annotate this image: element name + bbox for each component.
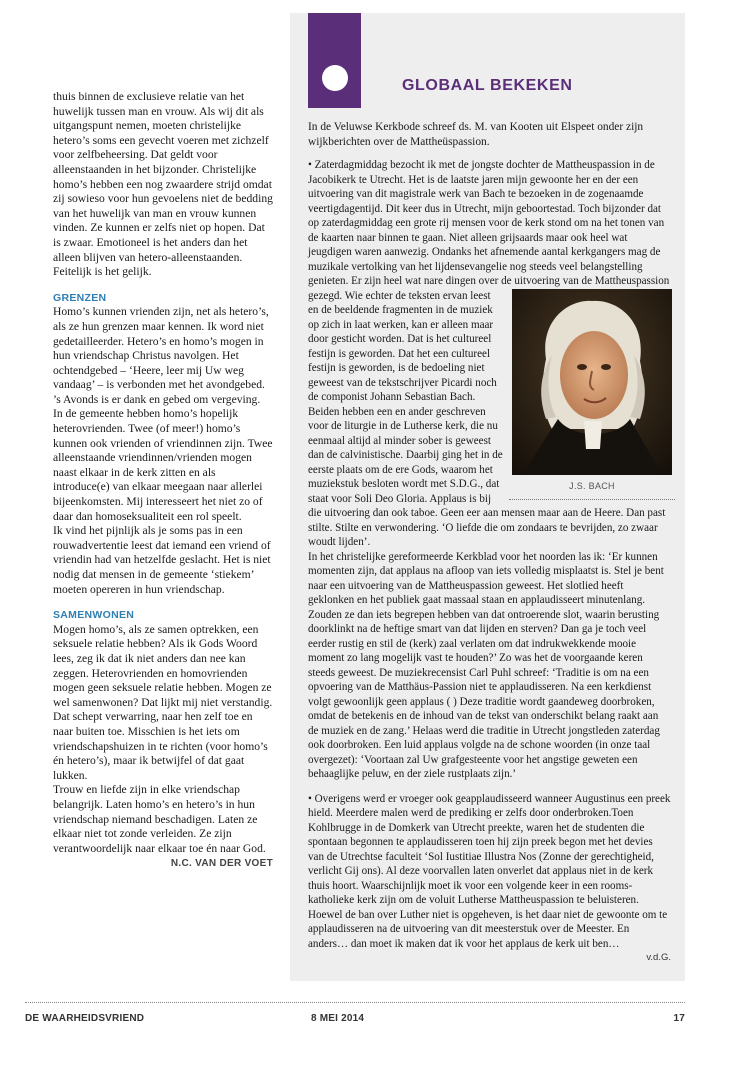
quote-paragraph: • Overigens werd er vroeger ook geapplaudisseerd wanneer Augustinus een preek hield. Meerdere malen werd de prediking er zelfs door onderbroken.Toen Kohlbrugge in de Domkerk van Utrecht preekte, waren het de studenten die spontaan begonnen te applaudisseren toen hij zijn preek begon met het devies van de Utrechtse faculteit ‘Sol Iustitiae Illustra Nos (Zonne der gerechtigheid, verlicht Gij ons). Al deze voorvallen laten onverlet dat applaus niet in de kerk thuis hoort. Waarschijnlijk moet ik voor een volgende keer in een rooms-katholieke kerk zijn om de voluit Lutherse Mattheuspassion te beluisteren. Hoewel de ban over Luther niet is opgeheven, is het daar niet de gewoonte om te applaudisseren na de uitvoering van dit meesterstuk over de Meester. En anders… dan moet ik maken dat ik voor het applaus de kerk uit ben… (308, 792, 671, 950)
article-intro-paragraph: thuis binnen de exclusieve relatie van het huwelijk tussen man en vrouw. Als wij dit als uitgangspunt nemen, moeten christelijke hetero’s soms een gevecht voeren met zichzelf voor zelfbeheersing. Dat geldt voor alleenstaanden in het bijzonder. Christelijke homo’s hebben een nog zwaardere strijd omdat zij sowieso voor hun gevoelens niet de bedding van het huwelijk van man en vrouw kunnen vinden. Ze kunnen er zelfs niet op hopen. Dat is zwaar. Emotioneel is het anders dan het alleen blijven van hetero-alleenstaanden. Feitelijk is het gelijk. (53, 90, 273, 279)
left-article-column (53, 90, 273, 872)
article-paragraph: Trouw en liefde zijn in elke vriendschap belangrijk. Laten homo’s en hetero’s in hun vriendschap niemand beschadigen. Laten ze elkaar niet tot zonde verleiden. Ze zijn verantwoordelijk naar elkaar toe én naar God. (53, 783, 266, 855)
portrait-figure (509, 289, 675, 501)
quote-paragraph: gezegd. Wie echter de teksten ervan leest en de beeldende fragmenten in de muziek op zich in laat werken, kan er alleen maar door gesticht worden. Dat is het cultureel festijn is geworden. Dat het een cultureel festijn is geworden, is de bedoeling niet geweest van de tekstschrijver Picardi noch de componist Johann Sebastian Bach. Beiden hebben een en ander geschreven voor de liturgie in de Lutherse kerk, die nu eenmaal altijd al minder sober is geweest dan de calvinistische. Daarbij ging het in de eerste plaats om de ere Gods, waarom het muziekstuk besloten wordt met S.D.G., dat staat voor Soli Deo Gloria. Applaus is bij die uitvoering dan ook taboe. Geen eer aan mensen maar aan de Heere. Dan past stilte. Stilte en verwondering. ‘O liefde die om zondaars te bevrijden, zo zwaar woudt lijden’. (308, 289, 666, 548)
bach-portrait-image (512, 289, 672, 475)
article-paragraph: Homo’s kunnen vrienden zijn, net als hetero’s, als ze hun grenzen maar kennen. Ik word niet gedetailleerder. Hetero’s en homo’s mogen in hun vriendschap Christus navolgen. Het ochtendgebed – ‘Heere, leer mij Uw weg vandaag’ – is verbonden met het avondgebed. ’s Avonds is er dank en gebed om vergeving. (53, 305, 269, 406)
panel-title: GLOBAAL BEKEKEN (402, 77, 573, 94)
author-signature: N.C. VAN DER VOET (170, 858, 273, 870)
circle-icon (322, 65, 348, 91)
footer-divider (25, 1002, 685, 1003)
footer-publication: DE WAARHEIDSVRIEND (25, 1013, 145, 1024)
quote-paragraph: In het christelijke gereformeerde Kerkblad voor het noorden las ik: ‘Er kunnen momenten zijn, dat applaus na afloop van iets volledig misplaatst is. Stel je bent naar een uitvoering van de Mattheuspassion geweest. Het slotlied heeft geklonken en het publiek gaat massaal staan en applaudisseert minutenlang. Zouden ze dan iets begrepen hebben van dat ontroerende slot, waarin berusting doorklinkt na de heftige smart van dat lijden en sterven? Dan ga je toch veel eerder rustig en stil de (kerk) zaal verlaten om dat indrukwekkende mooie moment zo lang mogelijk vast te houden?’ Zo was het de voorgaande keren steeds geweest. De muziekrecensist Carl Puhl schreef: ‘Traditie is om na een opvoering van de Matthäus-Passion niet te applaudisseren. Na een kerkdienst volgt gewoonlijk geen applaus ( ) Deze traditie wordt gaandeweg doorbroken, omdat de betekenis en de inhoud van de tekst van onderschikt belang raakt aan de muziek en de zang.’ Helaas werd die traditie in Utrecht jongstleden zaterdag ook doorbroken. Een luid applaus volgde na de schone woorden (in onze taal overgezet): ‘Voortaan zal Uw grafgesteente voor het angstige geweten een behaaglijke peluw, en der ziele rustplaats zijn.’ (308, 550, 664, 780)
violet-block-decoration (308, 13, 361, 108)
panel-author-initials: v.d.G. (646, 952, 671, 963)
footer-date: 8 MEI 2014 (311, 1013, 365, 1024)
article-paragraph: Mogen homo’s, als ze samen optrekken, een seksuele relatie hebben? Als ik Gods Woord lees, zeg ik dat ik niet anders dan nee kan zeggen. Heterovrienden en homovrienden mogen geen seksuele relatie hebben. Mogen ze wel samenwonen? Dat lijkt mij niet verstandig. Dat schept verwarring, naar hen zelf toe en naar buiten toe. Misschien is het iets om vriendschapshuizen in te richten (voor homo’s én hetero’s), maar ik betwijfel of dat gaat lukken. (53, 622, 273, 782)
panel-text (308, 120, 671, 966)
quote-paragraph: • Zaterdagmiddag bezocht ik met de jongste dochter de Mattheuspassion in de Jacobikerk te Utrecht. Het is de laatste jaren mijn gewoonte her en der een uitvoering van dit magistrale werk van Bach te bezoeken in de zogenaamde veertigdagentijd. Dit keer dus in Utrecht, mijn geboortestad. Toch bijzonder dat op zaterdagmiddag een grote rij mensen voor de kerk stond om na het tonen van de kaarten naar binnen te gaan. Niet alleen grijsaards maar ook heel wat jeugdigen waren aanwezig. Ondanks het afnemende aantal kerkgangers mag de muzikale vertolking van het lijdensevangelie nog steeds veel belangstelling genieten. Er zijn heel wat nare dingen over de uitvoering van de Mattheuspassion (308, 159, 670, 287)
footer-page-number: 17 (673, 1013, 685, 1024)
globaal-bekeken-panel (290, 13, 685, 981)
section-heading-grenzen: GRENZEN (53, 291, 107, 304)
panel-intro: In de Veluwse Kerkbode schreef ds. M. van Kooten uit Elspeet onder zijn wijkberichten over de Mattheüspassion. (308, 121, 644, 148)
portrait-caption: J.S. BACH (509, 475, 675, 501)
section-heading-samenwonen: SAMENWONEN (53, 609, 135, 622)
article-paragraph: In de gemeente hebben homo’s hopelijk heterovrienden. Twee (of meer!) homo’s kunnen ook vrienden of vriendinnen zijn. Twee alleenstaande vriendinnen/vrienden mogen naast elkaar in de kerk zitten en als introduce(e) van elkaar meegaan naar allerlei bijeenkomsten. Mij interesseert het niet zo of daar dan homoseksualiteit een rol speelt. (53, 407, 273, 523)
article-paragraph: Ik vind het pijnlijk als je soms pas in een rouwadvertentie leest dat iemand een vriend of vriendin had van hetzelfde geslacht. Het is niet nodig dat mensen in de gemeente ‘stiekem’ moeten opereren in hun vriendschap. (53, 524, 271, 596)
